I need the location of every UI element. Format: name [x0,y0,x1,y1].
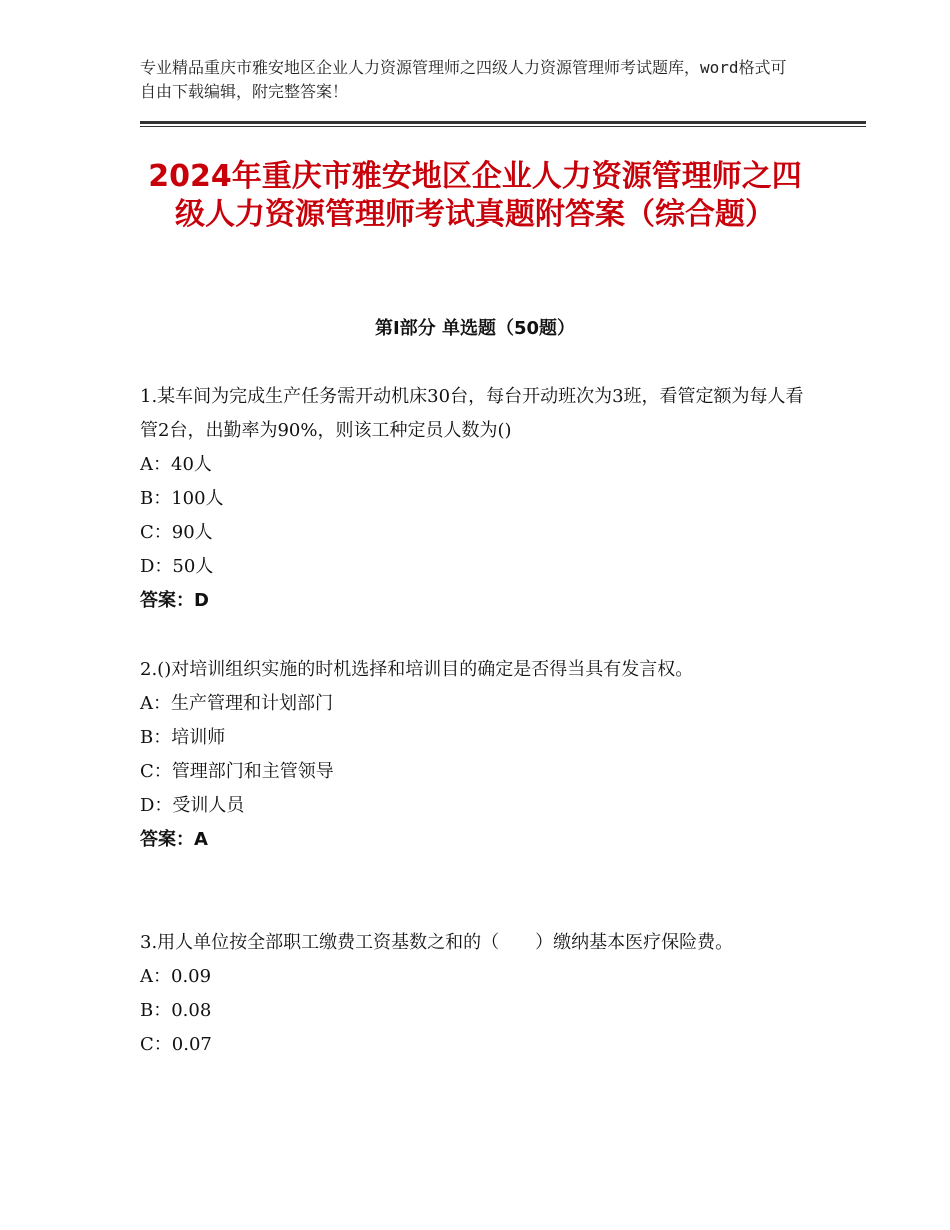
option-d: D：50人 [140,556,214,577]
option-b: B：培训师 [140,727,226,748]
question-1 [140,380,810,618]
question-stem: 2.()对培训组织实施的时机选择和培训目的确定是否得当具有发言权。 [140,659,694,680]
option-a: A：0.09 [140,966,212,987]
header-divider-thick [140,121,866,124]
section-heading: 第Ⅰ部分 单选题（50题） [374,318,575,339]
option-d: D：受训人员 [140,795,245,816]
option-c: C：0.07 [140,1034,212,1055]
answer: 答案：D [140,590,209,611]
option-a: A：生产管理和计划部门 [140,693,333,714]
answer: 答案：A [140,829,208,850]
question-3 [140,926,810,1062]
question-2 [140,653,810,857]
header-divider-thin [140,126,866,127]
question-stem: 3.用人单位按全部职工缴费工资基数之和的（ ）缴纳基本医疗保险费。 [140,932,734,953]
document-title: 2024年重庆市雅安地区企业人力资源管理师之四级人力资源管理师考试真题附答案（综合题） [148,159,802,232]
header-note: 专业精品重庆市雅安地区企业人力资源管理师之四级人力资源管理师考试题库，word格式可自由下载编辑，附完整答案！ [140,58,787,101]
option-a: A：40人 [140,454,212,475]
option-b: B：0.08 [140,1000,212,1021]
option-c: C：管理部门和主管领导 [140,761,334,782]
question-stem: 1.某车间为完成生产任务需开动机床30台，每台开动班次为3班，看管定额为每人看管2台，出勤率为90%，则该工种定员人数为() [140,386,804,441]
option-c: C：90人 [140,522,213,543]
option-b: B：100人 [140,488,224,509]
